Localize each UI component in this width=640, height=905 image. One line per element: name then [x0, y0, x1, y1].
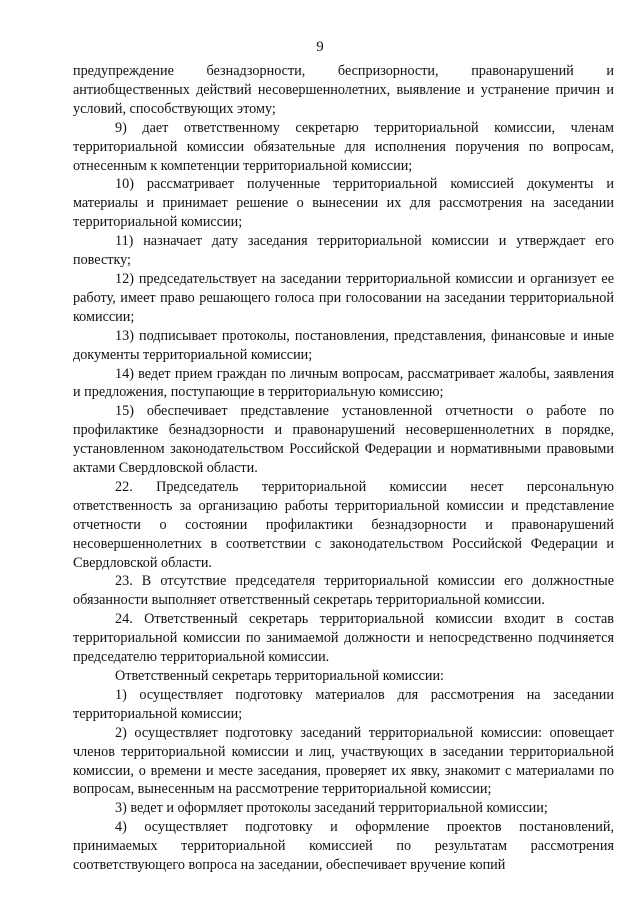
paragraph-item-14: 14) ведет прием граждан по личным вопросам, рассматривает жалобы, заявления и предложения, поступающие в территориальную комиссию;: [73, 365, 614, 401]
page-number: 9: [316, 39, 324, 55]
paragraph-secretary-item-4: 4) осуществляет подготовку и оформление проектов постановлений, принимаемых территориальной комиссией по результатам рассмотрения соответствующего вопроса на заседании, обеспечивает вручение копий: [73, 819, 614, 874]
paragraph-secretary-item-1: 1) осуществляет подготовку материалов для рассмотрения на заседании территориальной комиссии;: [73, 686, 614, 722]
paragraph-secretary-item-3: 3) ведет и оформляет протоколы заседаний территориальной комиссии;: [115, 800, 548, 817]
paragraph-item-9: 9) дает ответственному секретарю территориальной комиссии, членам территориальной комиссии обязательные для исполнения поручения по вопросам, отнесенным к компетенции территориальной комиссии;: [73, 119, 614, 174]
document-body: [73, 62, 614, 875]
paragraph-secretary-item-2: 2) осуществляет подготовку заседаний территориальной комиссии: оповещает членов территориальной комиссии и лиц, участвующих в заседании территориальной комиссии, о времени и месте заседания, проверяет их явку, знакомит с материалами по вопросам, вынесенным на рассмотрение территориальной комиссии;: [73, 724, 614, 798]
paragraph-clause-22: 22. Председатель территориальной комиссии несет персональную ответственность за организацию работы территориальной комиссии и представление отчетности о состоянии профилактики безнадзорности и правонарушений несовершеннолетних в соответствии с законодательством Российской Федерации и Свердловской области.: [73, 478, 614, 571]
paragraph-clause-24: 24. Ответственный секретарь территориальной комиссии входит в состав территориальной комиссии по занимаемой должности и непосредственно подчиняется председателю территориальной комиссии.: [73, 611, 614, 666]
paragraph-item-13: 13) подписывает протоколы, постановления, представления, финансовые и иные документы территориальной комиссии;: [73, 327, 614, 363]
paragraph-item-11: 11) назначает дату заседания территориальной комиссии и утверждает его повестку;: [73, 233, 614, 269]
paragraph-clause-23: 23. В отсутствие председателя территориальной комиссии его должностные обязанности выполняет ответственный секретарь территориальной комиссии.: [73, 573, 614, 609]
paragraph-item-15: 15) обеспечивает представление установленной отчетности о работе по профилактике безнадзорности и правонарушений несовершеннолетних в порядке, установленном законодательством Российской Федерации и нормативными правовыми актами Свердловской области.: [73, 403, 614, 477]
paragraph-item-12: 12) председательствует на заседании территориальной комиссии и организует ее работу, имеет право решающего голоса при голосовании на заседании территориальной комиссии;: [73, 270, 614, 325]
paragraph-item-10: 10) рассматривает полученные территориальной комиссией документы и материалы и принимает решение о вынесении их для рассмотрения на заседании территориальной комиссии;: [73, 176, 614, 231]
paragraph-prevention-continuation: предупреждение безнадзорности, беспризорности, правонарушений и антиобщественных действий несовершеннолетних, выявление и устранение причин и условий, способствующих этому;: [73, 63, 614, 117]
paragraph-secretary-intro: Ответственный секретарь территориальной комиссии:: [115, 668, 444, 684]
